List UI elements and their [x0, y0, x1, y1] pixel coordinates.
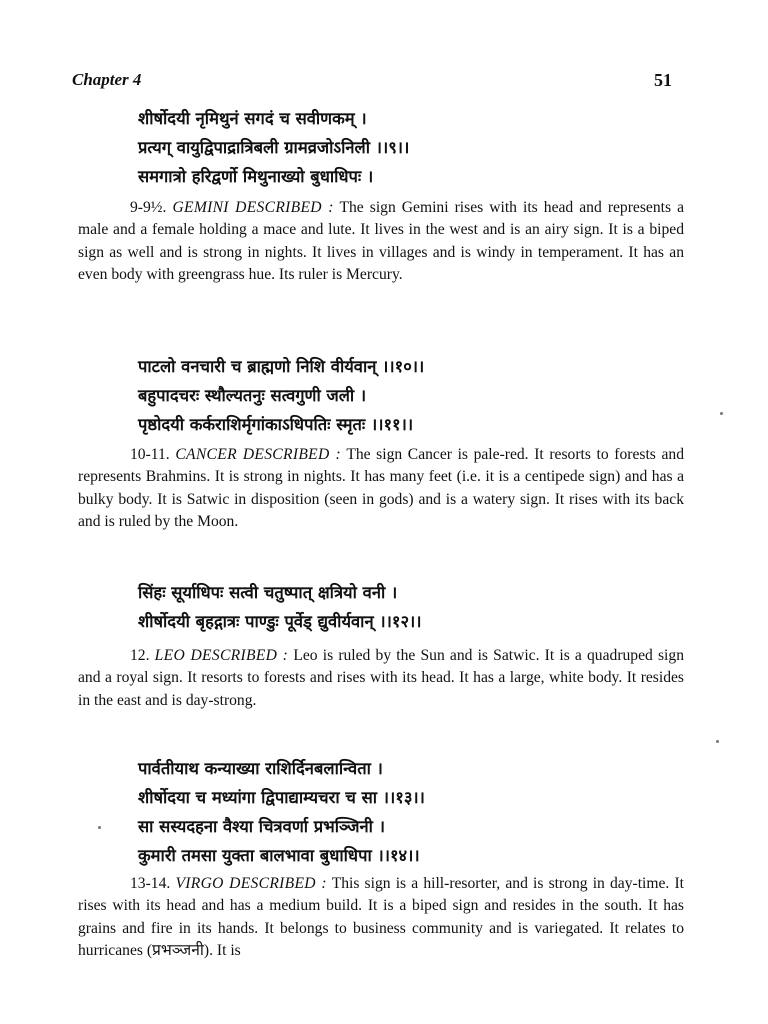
sanskrit-verse-block [138, 352, 658, 439]
page-number: 51 [654, 70, 672, 90]
sanskrit-verse-block [138, 104, 658, 191]
verse-number: 13-14. [130, 875, 171, 892]
translation-paragraph [78, 645, 684, 712]
verse-number: 9-9½. [130, 199, 167, 216]
verse-number: 12. [130, 647, 150, 664]
verse-line: कुमारी तमसा युक्ता बालभावा बुधाधिपा ।।१४।। [138, 846, 420, 865]
paragraph-body: The sign Cancer is pale-red. It resorts to forests and represents Brahmins. It is strong in nights. It has many feet (i.e. it is a centipede sign) and has a bulky body. It is Satwic in disposition (seen in gods) and is a watery sign. It rises with its back and is ruled by the Moon. [78, 446, 684, 531]
sanskrit-verse-block [138, 578, 658, 636]
section-heading: LEO DESCRIBED : [154, 647, 289, 664]
verse-line: पार्वतीयाथ कन्याख्या राशिर्दिनबलान्विता । [138, 759, 383, 778]
verse-line: शीर्षोदयी बृहद्गात्रः पाण्डुः पूर्वेड् द्युवीर्यवान् ।।१२।। [138, 612, 422, 631]
section-heading: CANCER DESCRIBED : [175, 446, 341, 463]
verse-number: 10-11. [130, 446, 170, 463]
section-heading: VIRGO DESCRIBED : [175, 875, 327, 892]
verse-line: शीर्षोदया च मध्यांगा द्विपाद्याम्यचरा च सा ।।१३।। [138, 788, 425, 807]
verse-line: सिंहः सूर्याधिपः सत्वी चतुष्पात् क्षत्रियो वनी । [138, 583, 398, 602]
verse-line: पृष्ठोदयी कर्कराशिर्मृगांकाऽधिपतिः स्मृतः ।।११।। [138, 415, 414, 434]
translation-paragraph [78, 197, 684, 287]
paragraph-body: The sign Gemini rises with its head and represents a male and a female holding a mace and lute. It lives in the west and is an airy sign. It is a biped sign as well and is strong in nights. It lives in villages and is windy in temperament. It has an even body with greengrass hue. Its ruler is Mercury. [78, 199, 684, 284]
verse-line: बहुपादचरः स्थौल्यतनुः सत्वगुणी जली । [138, 386, 367, 405]
paragraph-body: Leo is ruled by the Sun and is Satwic. It is a quadruped sign and a royal sign. It resorts to forests and rises with its head. It has a large, white body. It resides in the east and is day-strong. [78, 647, 684, 709]
verse-line: प्रत्यग् वायुद्विपाद्रात्रिबली ग्रामव्रजोऽनिली ।।९।। [138, 138, 410, 157]
chapter-label: Chapter 4 [72, 70, 142, 89]
scan-speck [98, 826, 101, 829]
paragraph-body: This sign is a hill-resorter, and is strong in day-time. It rises with its head and has a medium build. It is a biped sign and resides in the south. It has grains and fire in its hands. It belongs to business community and is variegated. It relates to hurricanes (प्रभञ्जनी). It is [78, 875, 684, 960]
verse-line: समगात्रो हरिद्वर्णो मिथुनाख्यो बुधाधिपः । [138, 167, 374, 186]
page-header [72, 70, 672, 94]
section-heading: GEMINI DESCRIBED : [172, 199, 334, 216]
scan-speck [716, 740, 719, 743]
verse-line: शीर्षोदयी नृमिथुनं सगदं च सवीणकम् । [138, 109, 367, 128]
translation-paragraph [78, 873, 684, 963]
sanskrit-verse-block [138, 754, 658, 870]
verse-line: पाटलो वनचारी च ब्राह्मणो निशि वीर्यवान् ।।१०।। [138, 357, 425, 376]
translation-paragraph [78, 444, 684, 534]
verse-line: सा सस्यदहना वैश्या चित्रवर्णा प्रभञ्जिनी । [138, 817, 385, 836]
scan-speck [720, 412, 723, 415]
